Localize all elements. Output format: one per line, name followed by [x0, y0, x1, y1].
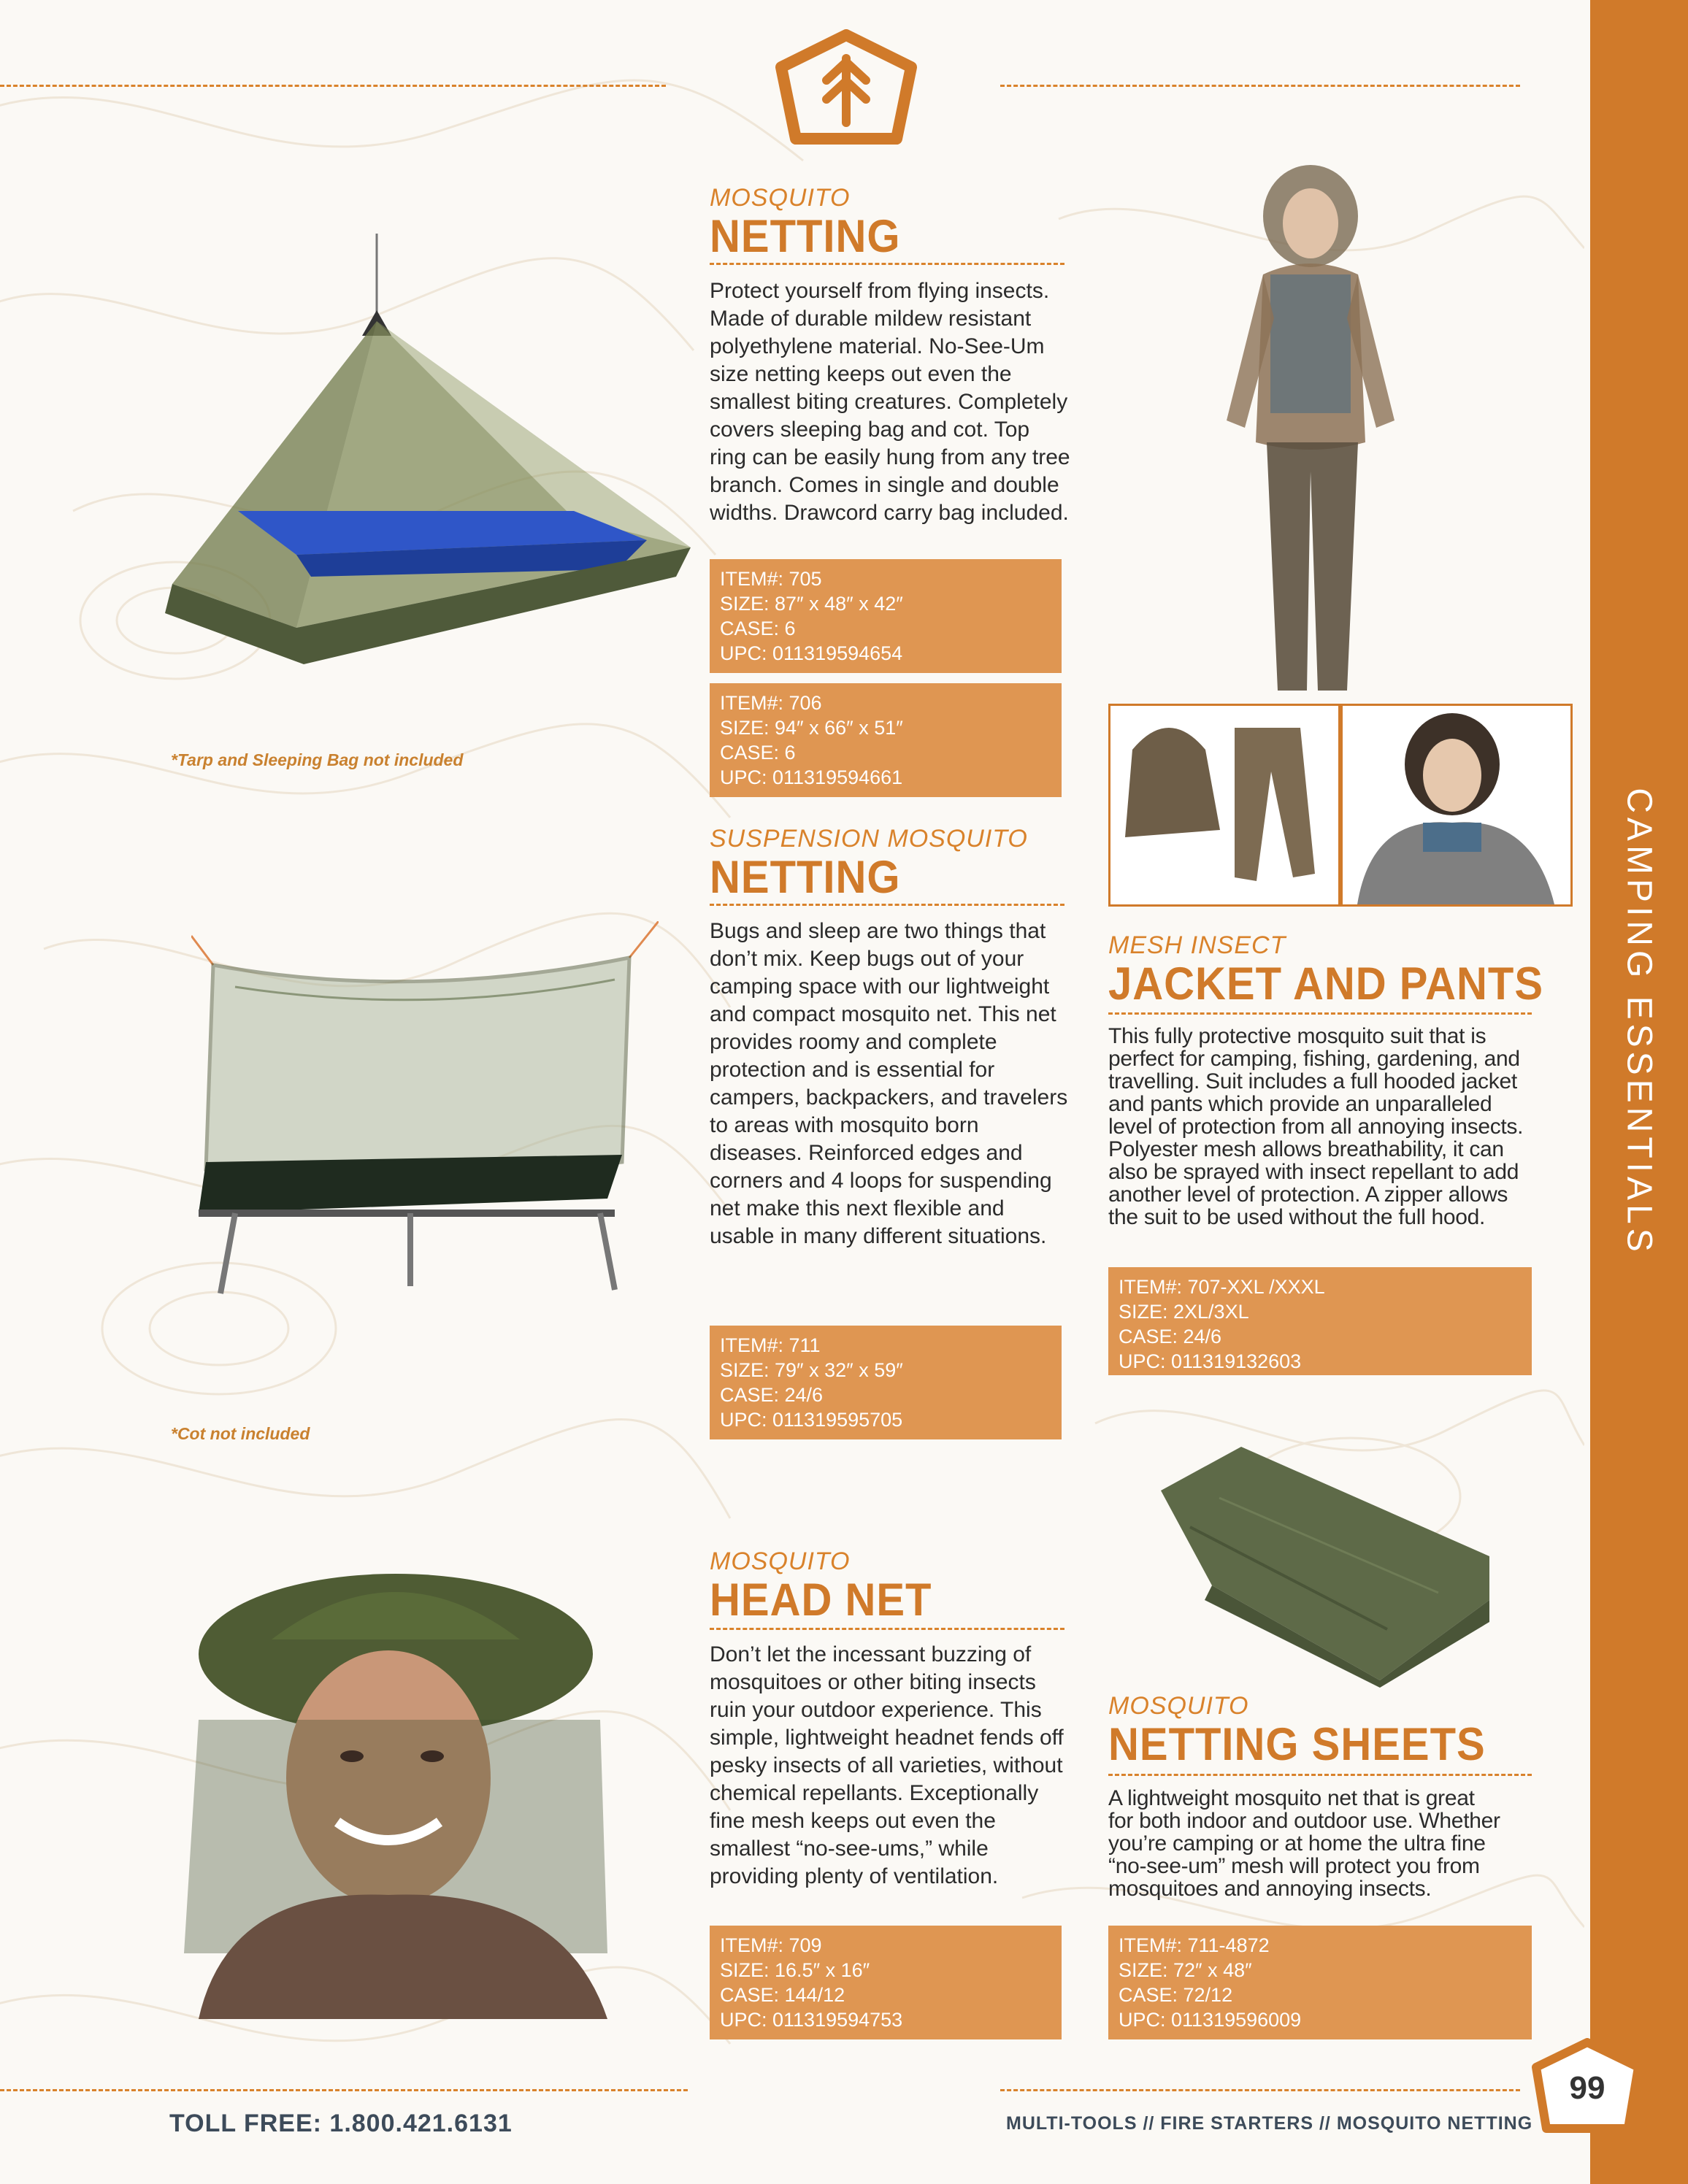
- spec-box: [710, 559, 1062, 673]
- mesh-suit-model-photo: [1212, 165, 1402, 705]
- title-underline: [1108, 1012, 1532, 1015]
- spec-upc: UPC: 011319132603: [1119, 1350, 1302, 1372]
- title-underline: [710, 1628, 1064, 1630]
- spec-item: ITEM#: 711: [720, 1334, 821, 1356]
- spec-size: SIZE: 2XL/3XL: [1119, 1301, 1249, 1323]
- product-description: This fully protective mosquito suit that is perfect for camping, fishing, gardening, and travelling. Suit includes a full hooded jacket and pants which provide an unparalleled level of protection from all annoying insects. Polyester mesh allows breathability, it can also be sprayed with insect repellant to add another level of protection. A zipper allows the suit to be used without the full hood.: [1108, 1024, 1524, 1229]
- spec-upc: UPC: 011319594753: [720, 2009, 903, 2031]
- spec-size: SIZE: 87″ x 48″ x 42″: [720, 593, 903, 615]
- spec-size: SIZE: 72″ x 48″: [1119, 1959, 1252, 1981]
- product-title: JACKET AND PANTS: [1108, 958, 1544, 1010]
- spec-case: CASE: 6: [720, 742, 796, 764]
- section-label: CAMPING ESSENTIALS: [1619, 788, 1659, 1256]
- spec-box: [710, 1326, 1062, 1439]
- spec-size: SIZE: 79″ x 32″ x 59″: [720, 1359, 903, 1381]
- product-description: Protect yourself from flying insects. Made of durable mildew resistant polyethylene material. No-See-Um size netting keeps out even the smallest biting creatures. Completely covers sleeping bag and cot. Top ring can be easily hung from any tree branch. Comes in single and double widths. Drawcord carry bag included.: [710, 279, 1070, 525]
- product-note: *Tarp and Sleeping Bag not included: [171, 750, 464, 769]
- spec-box: [710, 1926, 1062, 2039]
- product-description: Don’t let the incessant buzzing of mosquitoes or other biting insects ruin your outdoor experience. This simple, lightweight headnet fends off pesky insects of all varieties, without chemical repellants. Exceptionally fine mesh keeps out even the smallest “no-see-ums,” while providing plenty of ventilation.: [710, 1642, 1064, 1888]
- spec-item: ITEM#: 711-4872: [1119, 1934, 1270, 1956]
- title-underline: [710, 263, 1064, 265]
- mosquito-netting-photo: [165, 234, 698, 672]
- header-divider-right: [1000, 85, 1520, 87]
- spec-case: CASE: 144/12: [720, 1984, 845, 2006]
- suit-closeup-frame: [1340, 704, 1573, 907]
- spec-case: CASE: 6: [720, 618, 796, 639]
- title-underline: [1108, 1774, 1532, 1776]
- arrow-tree-logo-icon: [768, 29, 924, 159]
- spec-box: [1108, 1267, 1532, 1375]
- footer-divider-left: [0, 2089, 688, 2091]
- page-number: 99: [1569, 2070, 1605, 2106]
- netting-sheets-photo: [1146, 1447, 1504, 1688]
- product-description: Bugs and sleep are two things that don’t mix. Keep bugs out of your camping space with our lightweight and compact mosquito net. This net provides roomy and complete protection and is essential for campers, backpackers, and travelers to areas with mosquito born diseases. Reinforced edges and corners and 4 loops for suspending net make this next flexible and usable in many different situations.: [710, 919, 1068, 1248]
- title-underline: [710, 904, 1064, 906]
- spec-upc: UPC: 011319594661: [720, 766, 903, 788]
- footer-categories: MULTI-TOOLS // FIRE STARTERS // MOSQUITO NETTING: [1006, 2113, 1533, 2134]
- product-eyebrow: MESH INSECT: [1108, 931, 1286, 959]
- spec-item: ITEM#: 707-XXL /XXXL: [1119, 1276, 1325, 1298]
- suit-flatlay-photo: [1110, 706, 1338, 904]
- product-title: HEAD NET: [710, 1574, 932, 1626]
- spec-size: SIZE: 94″ x 66″ x 51″: [720, 717, 903, 739]
- toll-free-number: TOLL FREE: 1.800.421.6131: [169, 2110, 513, 2137]
- spec-item: ITEM#: 706: [720, 692, 822, 714]
- suspension-netting-photo: [191, 921, 659, 1301]
- product-title: NETTING SHEETS: [1108, 1719, 1486, 1771]
- product-title: NETTING: [710, 211, 901, 263]
- spec-box: [1108, 1926, 1532, 2039]
- spec-upc: UPC: 011319594654: [720, 642, 903, 664]
- footer-divider-right: [1000, 2089, 1520, 2091]
- product-eyebrow: MOSQUITO: [710, 184, 851, 212]
- spec-case: CASE: 24/6: [720, 1384, 824, 1406]
- spec-size: SIZE: 16.5″ x 16″: [720, 1959, 870, 1981]
- spec-upc: UPC: 011319595705: [720, 1409, 903, 1431]
- product-note: *Cot not included: [171, 1424, 310, 1443]
- product-eyebrow: MOSQUITO: [710, 1547, 851, 1575]
- header-divider-left: [0, 85, 666, 87]
- spec-case: CASE: 72/12: [1119, 1984, 1233, 2006]
- product-eyebrow: MOSQUITO: [1108, 1692, 1249, 1720]
- spec-upc: UPC: 011319596009: [1119, 2009, 1302, 2031]
- product-eyebrow: SUSPENSION MOSQUITO: [710, 825, 1028, 853]
- spec-item: ITEM#: 709: [720, 1934, 822, 1956]
- spec-box: [710, 683, 1062, 797]
- spec-case: CASE: 24/6: [1119, 1326, 1222, 1347]
- product-description: A lightweight mosquito net that is great for both indoor and outdoor use. Whether you’re camping or at home the ultra fine “no-see-um” mesh will protect you from mosquitoes and annoying insects.: [1108, 1786, 1500, 1901]
- spec-item: ITEM#: 705: [720, 568, 822, 590]
- product-title: NETTING: [710, 852, 901, 904]
- head-net-model-photo: [169, 1545, 641, 2019]
- suit-closeup-photo: [1343, 706, 1570, 904]
- suit-detail-frame: [1108, 704, 1340, 907]
